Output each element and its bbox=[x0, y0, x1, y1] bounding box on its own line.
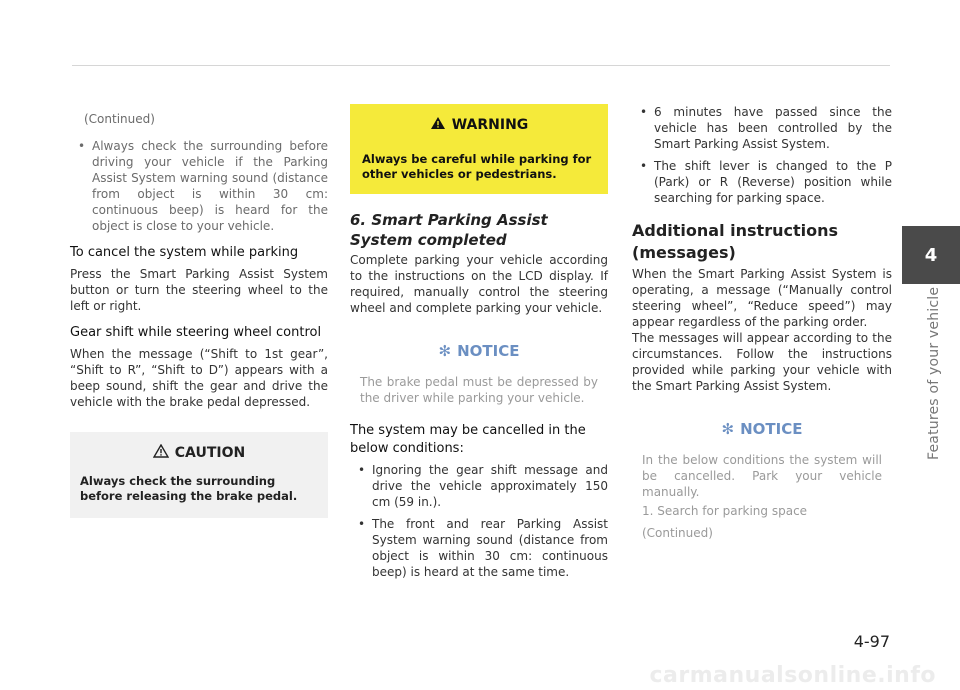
caution-box bbox=[70, 432, 328, 518]
column-middle bbox=[350, 104, 608, 588]
caution-title: CAUTION bbox=[80, 444, 318, 462]
heading-cancel-conditions: The system may be cancelled in the below conditions: bbox=[350, 423, 586, 456]
bullet-list bbox=[350, 462, 608, 580]
heading-cancel: To cancel the system while parking bbox=[70, 245, 299, 260]
top-rule bbox=[72, 65, 890, 66]
list-item: • Always check the surrounding before driving your vehicle if the Parking Assist System warning sound (distance from object is within 30 cm: continuous beep) is heard for the object is close to your vehicle. bbox=[70, 138, 328, 234]
list-item: • Ignoring the gear shift message and drive the vehicle approximately 150 cm (59 in.). bbox=[350, 462, 608, 510]
caution-triangle-icon bbox=[153, 444, 169, 462]
notice-title: ✻ NOTICE bbox=[721, 420, 803, 438]
paragraph-gear-shift: When the message (“Shift to 1st gear”, “Shift to R”, “Shift to D”) appears with a beep sound, shift the gear and drive the vehicle with the brake pedal depressed. bbox=[70, 347, 328, 409]
paragraph-additional-2: The messages will appear according to the circumstances. Follow the instructions provided while parking your vehicle with the Smart Parking Assist System. bbox=[632, 331, 892, 393]
notice-title: ✻ NOTICE bbox=[438, 342, 520, 360]
caution-body: Always check the surrounding before releasing the brake pedal. bbox=[80, 474, 298, 503]
section-heading-completed: 6. Smart Parking Assist System completed bbox=[350, 211, 548, 249]
warning-body: Always be careful while parking for other vehicles or pedestrians. bbox=[362, 152, 592, 181]
watermark: carmanualsonline.info bbox=[649, 663, 936, 688]
chapter-label: Features of your vehicle bbox=[926, 286, 942, 460]
warning-box bbox=[350, 104, 608, 194]
heading-gear-shift: Gear shift while steering wheel control bbox=[70, 325, 322, 340]
paragraph-additional: When the Smart Parking Assist System is operating, a message (“Manually control steering wheel”, “Reduce speed”) may appear regardless of the parking order. bbox=[632, 267, 892, 329]
notice-body: The brake pedal must be depressed by the driver while parking your vehicle. bbox=[360, 375, 598, 405]
chapter-tab: 4 bbox=[902, 226, 960, 284]
warning-title: WARNING bbox=[362, 116, 596, 134]
column-right bbox=[632, 104, 892, 540]
continued-label: (Continued) bbox=[84, 112, 155, 126]
list-item: • The front and rear Parking Assist System warning sound (distance from object is within 30 cm: continuous beep) is heard at the same time. bbox=[350, 516, 608, 580]
asterisk-icon: ✻ bbox=[438, 342, 452, 360]
bullet-list bbox=[70, 138, 328, 234]
paragraph-completed: Complete parking your vehicle according to the instructions on the LCD display. If required, manually control the steering wheel and complete parking your vehicle. bbox=[350, 253, 608, 315]
notice-body: In the below conditions the system will be cancelled. Park your vehicle manually. bbox=[642, 453, 882, 499]
asterisk-icon: ✻ bbox=[721, 420, 735, 438]
page-number: 4-97 bbox=[853, 632, 890, 651]
bullet-list bbox=[632, 104, 892, 206]
section-heading-additional: Additional instructions (messages) bbox=[632, 221, 838, 262]
column-left bbox=[70, 112, 328, 518]
warning-triangle-icon bbox=[430, 116, 446, 134]
continued-label: (Continued) bbox=[642, 526, 713, 540]
list-item: • 6 minutes have passed since the vehicle has been controlled by the Smart Parking Assist System. bbox=[632, 104, 892, 152]
list-item: • The shift lever is changed to the P (Park) or R (Reverse) position while searching for parking space. bbox=[632, 158, 892, 206]
paragraph-cancel: Press the Smart Parking Assist System button or turn the steering wheel to the left or right. bbox=[70, 267, 328, 313]
numbered-item: 1. Search for parking space bbox=[642, 504, 808, 518]
